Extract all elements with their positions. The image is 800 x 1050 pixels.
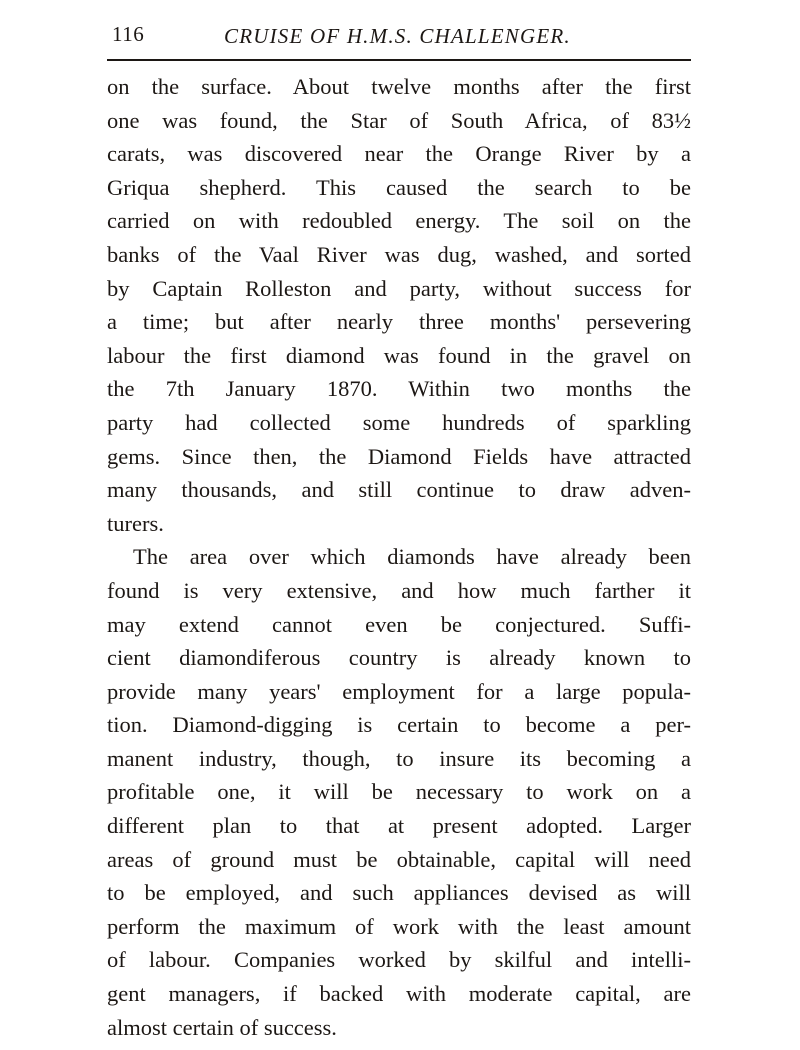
page-number: 116 <box>112 22 145 46</box>
text-line: tion. Diamond-digging is certain to become a per- <box>107 712 691 738</box>
text-line: perform the maximum of work with the least amount <box>107 913 691 939</box>
text-line: to be employed, and such appliances devised as will <box>107 880 691 906</box>
text-line: banks of the Vaal River was dug, washed, and sorted <box>107 241 691 267</box>
running-head <box>112 22 692 52</box>
text-line: gems. Since then, the Diamond Fields have attracted <box>107 443 691 469</box>
text-line: carats, was discovered near the Orange River by a <box>107 141 691 167</box>
text-line: may extend cannot even be conjectured. Suffi- <box>107 611 691 637</box>
text-line: many thousands, and still continue to draw adven- <box>107 477 691 503</box>
text-line: cient diamondiferous country is already known to <box>107 645 691 671</box>
paragraph-2 <box>107 540 691 1044</box>
text-line: provide many years' employment for a large popula- <box>107 678 691 704</box>
running-title: CRUISE OF H.M.S. CHALLENGER. <box>224 24 571 48</box>
text-line: a time; but after nearly three months' persevering <box>107 309 691 335</box>
text-line: labour the first diamond was found in the gravel on <box>107 342 691 368</box>
text-line: found is very extensive, and how much farther it <box>107 577 691 603</box>
text-line: Griqua shepherd. This caused the search to be <box>107 174 691 200</box>
paragraph-1 <box>107 70 691 540</box>
text-line: carried on with redoubled energy. The soil on the <box>107 208 691 234</box>
text-line: party had collected some hundreds of sparkling <box>107 409 691 435</box>
text-line: The area over which diamonds have already been <box>133 544 691 570</box>
text-line: different plan to that at present adopted. Larger <box>107 813 691 839</box>
text-line: almost certain of success. <box>107 1014 337 1040</box>
body-text <box>107 70 691 1044</box>
text-line: one was found, the Star of South Africa, of 83½ <box>107 107 691 133</box>
text-line: manent industry, though, to insure its becoming a <box>107 745 691 771</box>
text-line: turers. <box>107 510 164 536</box>
text-line: the 7th January 1870. Within two months the <box>107 376 691 402</box>
text-line: gent managers, if backed with moderate capital, are <box>107 981 691 1007</box>
text-line: profitable one, it will be necessary to work on a <box>107 779 691 805</box>
text-line: areas of ground must be obtainable, capital will need <box>107 846 691 872</box>
text-line: on the surface. About twelve months after the first <box>107 74 691 99</box>
text-line: by Captain Rolleston and party, without success for <box>107 275 691 301</box>
text-line: of labour. Companies worked by skilful and intelli- <box>107 947 691 973</box>
header-rule <box>107 59 691 61</box>
